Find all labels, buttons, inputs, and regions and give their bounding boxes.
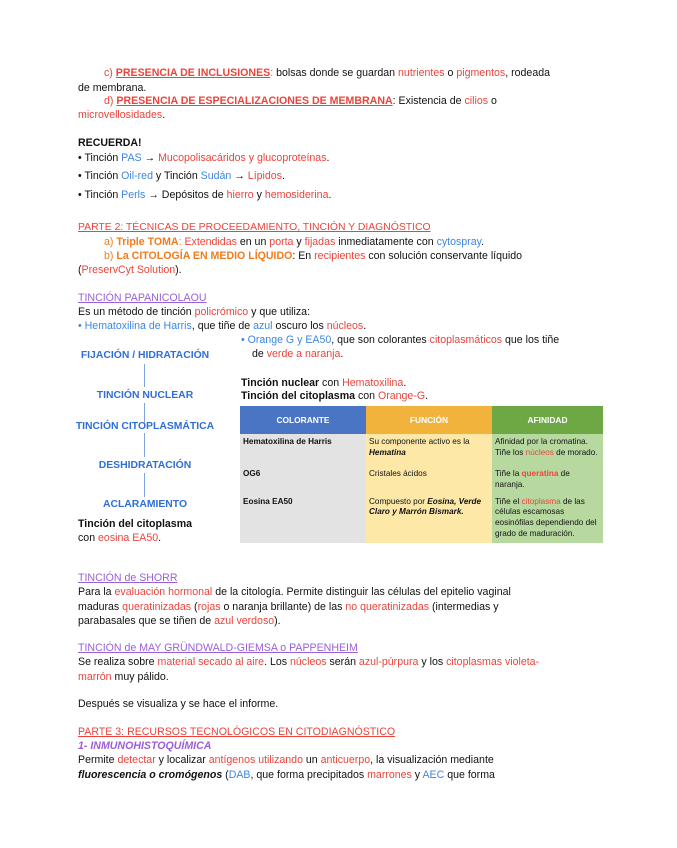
table-header: AFINIDAD — [492, 406, 603, 434]
papanicolaou-intro: Es un método de tinción policrómico y que utiliza: — [78, 306, 311, 318]
flow-step: TINCIÓN CITOPLASMÁTICA — [75, 421, 215, 432]
tincion-nuclear: Tinción nuclear con Hematoxilina. — [241, 377, 407, 389]
shorr-text: Para la evaluación hormonal de la citología. Permite distinguir las células del epitelio vaginal maduras queratinizadas (rojas o naranja brillante) de las no queratinizadas (intermedias y parabasales que se tiñen de azul verdoso). — [78, 586, 511, 627]
parte2-b: b) La CITOLOGÍA EN MEDIO LÍQUIDO: En recipientes con solución conservante líquido — [104, 250, 523, 262]
recuerda-item: • Tinción Perls → Depósitos de hierro y hemosiderina. — [78, 189, 332, 201]
parte3-text: Permite detectar y localizar antígenos utilizando un anticuerpo, la visualización mediante fluorescencia o cromógenos (DAB, que forma precipitados marrones y AEC que forma — [78, 754, 495, 781]
table-header-row — [240, 406, 603, 434]
flow-connector — [144, 473, 145, 497]
may-title: TINCIÓN de MAY GRÜNDWALD-GIEMSA o PAPPENHEIM — [78, 642, 358, 654]
membrana-line: d) PRESENCIA DE ESPECIALIZACIONES DE MEMBRANA: Existencia de cilios o — [104, 95, 497, 107]
parte3-subtitle: 1- INMUNOHISTOQUÍMICA — [78, 740, 212, 752]
papanicolaou-bullet-2-line2: de verde a naranja. — [252, 348, 344, 360]
inclusiones-line: c) PRESENCIA DE INCLUSIONES: bolsas donde se guardan nutrientes o pigmentos, rodeada — [104, 67, 550, 79]
table-header: FUNCIÓN — [366, 406, 492, 434]
membrana-title: PRESENCIA DE ESPECIALIZACIONES DE MEMBRANA — [116, 95, 393, 107]
tincion-citoplasma: Tinción del citoplasma con Orange-G. — [241, 390, 429, 402]
table-row: OG6 Cristales ácidos Tiñe la queratina de naranja. — [240, 466, 603, 494]
may-after: Después se visualiza y se hace el informe. — [78, 698, 279, 710]
parte2-b-line2: (PreservCyt Solution). — [78, 264, 182, 276]
flow-step: TINCIÓN NUCLEAR — [96, 390, 194, 401]
may-text: Se realiza sobre material secado al aire. Los núcleos serán azul-púrpura y los citoplasmas violeta- marrón muy pálido. — [78, 656, 540, 683]
recuerda-item: • Tinción PAS → Mucopolisacáridos y glucoproteínas. — [78, 152, 330, 164]
table-row: Eosina EA50 Compuesto por Eosina, Verde Claro y Marrón Bismark. Tiñe el citoplasma de las células escamosas eosinófilas dependiendo del grado de maduración. — [240, 494, 603, 543]
table-header: COLORANTE — [240, 406, 366, 434]
papanicolaou-bullet-1: • Hematoxilina de Harris, que tiñe de azul oscuro los núcleos. — [78, 320, 367, 332]
colorantes-table — [240, 406, 603, 543]
parte2-title: PARTE 2: TÉCNICAS DE PROCEEDAMIENTO, TINCIÓN Y DIAGNÓSTICO — [78, 222, 431, 233]
table-row: Hematoxilina de Harris Su componente activo es la Hematina Afinidad por la cromatina. Tiñe los núcleos de morado. — [240, 434, 603, 466]
inclusiones-title: PRESENCIA DE INCLUSIONES — [115, 67, 271, 79]
shorr-title: TINCIÓN de SHORR — [78, 572, 178, 584]
papanicolaou-title: TINCIÓN PAPANICOLAOU — [78, 292, 207, 304]
tincion-eosina: con eosina EA50. — [78, 532, 162, 544]
parte3-title: PARTE 3: RECURSOS TECNOLÓGICOS EN CITODIAGNÓSTICO — [78, 726, 396, 738]
flow-connector — [144, 364, 145, 387]
recuerda-title: RECUERDA! — [78, 137, 142, 149]
flow-step: DESHIDRATACIÓN — [98, 460, 192, 471]
papanicolaou-bullet-2: • Orange G y EA50, que son colorantes citoplasmáticos que los tiñe — [241, 334, 560, 346]
flow-step: ACLARAMIENTO — [102, 499, 188, 510]
membrana-line2: microvellosidades. — [78, 109, 166, 121]
flow-connector — [144, 433, 145, 457]
tincion-eosina-title: Tinción del citoplasma — [78, 518, 193, 530]
inclusiones-line2: de membrana. — [78, 82, 147, 94]
flow-step: FIJACIÓN / HIDRATACIÓN — [80, 350, 210, 361]
recuerda-item: • Tinción Oil-red y Tinción Sudán → Lípidos. — [78, 170, 285, 182]
parte2-a: a) Triple TOMA: Extendidas en un porta y fijadas inmediatamente con cytospray. — [104, 236, 485, 248]
